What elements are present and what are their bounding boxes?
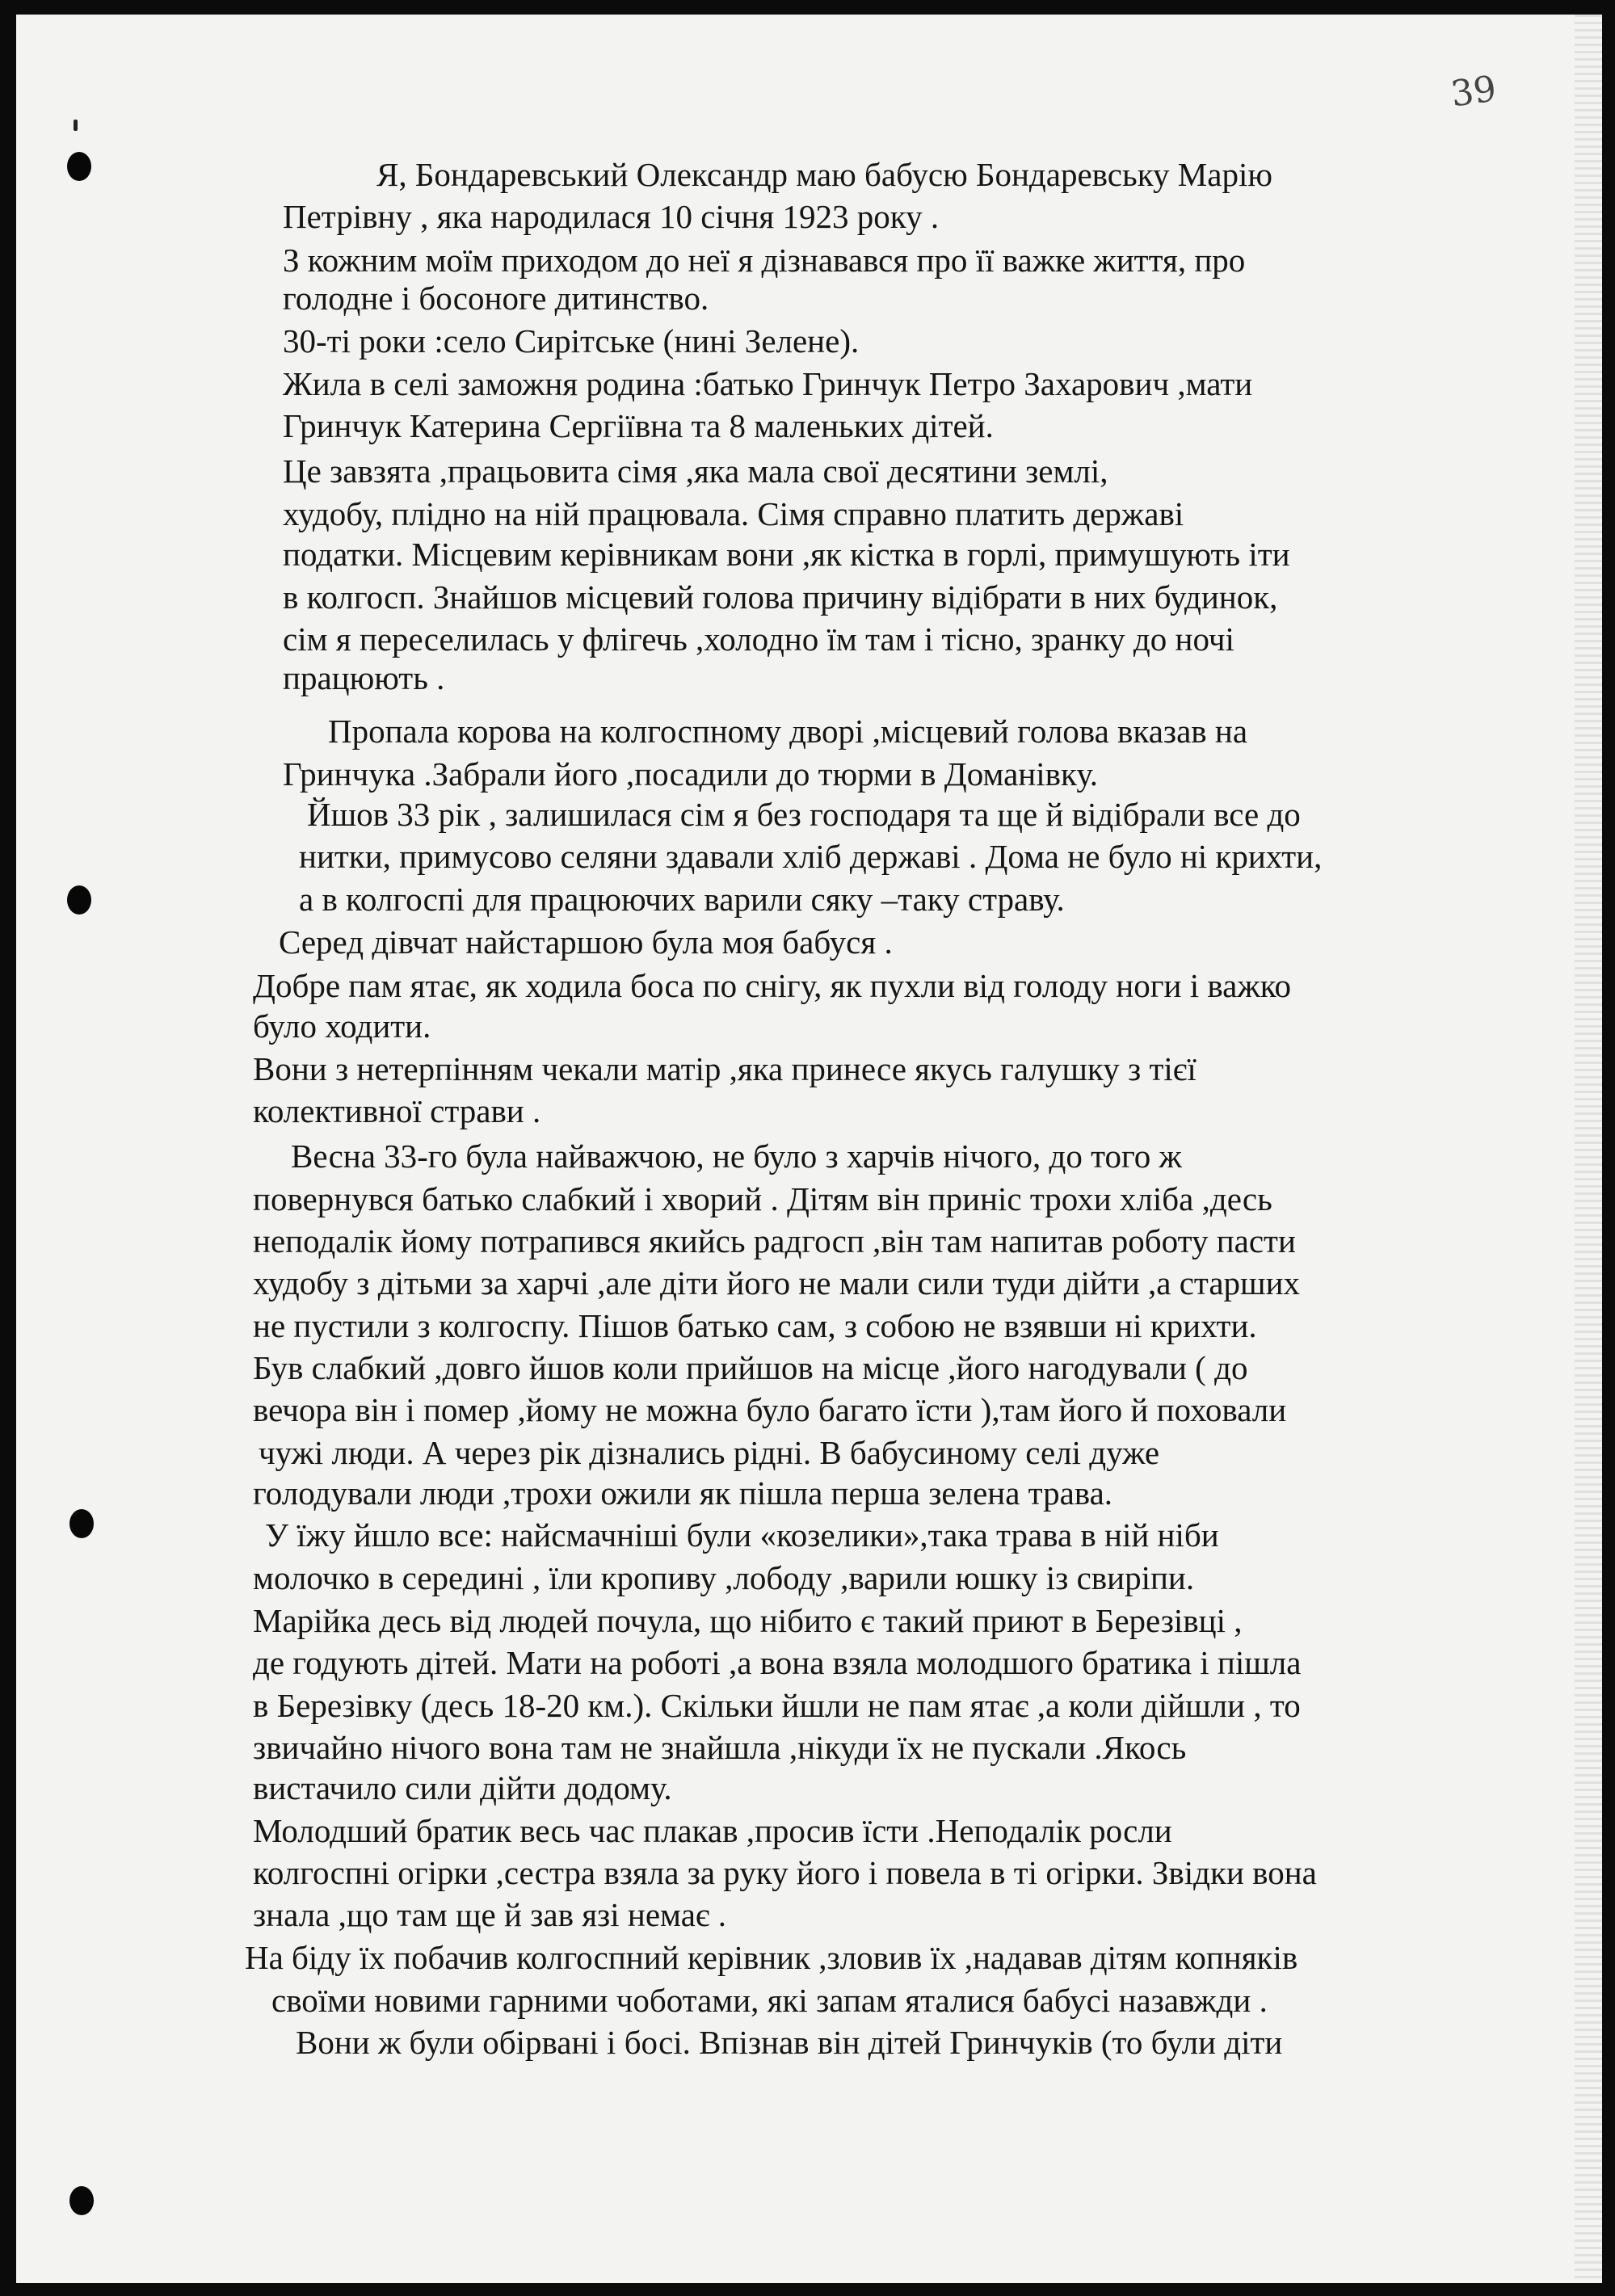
text-line: Йшов 33 рік , залишилася сім я без господаря та ще й відібрали все до <box>307 796 1301 833</box>
text-line: У їжу йшло все: найсмачніші були «козелики»,така трава в ній ніби <box>265 1516 1219 1554</box>
text-line: вистачило сили дійти додому. <box>253 1769 672 1806</box>
text-line: неподалік йому потрапився якийсь радгосп ,він там напитав роботу пасти <box>253 1222 1296 1259</box>
text-line: худобу з дітьми за харчі ,але діти його не мали сили туди дійти ,а старших <box>253 1264 1301 1301</box>
text-line: працюють . <box>283 659 445 696</box>
text-line: Молодший братик весь час плакав ,просив їсти .Неподалік росли <box>253 1812 1172 1849</box>
text-line: Я, Бондаревський Олександр маю бабусю Бондаревську Марію <box>376 156 1272 193</box>
text-line: звичайно нічого вона там не знайшла ,нікуди їх не пускали .Якось <box>253 1729 1187 1766</box>
page-number: 39 <box>1448 68 1499 116</box>
document-page <box>16 15 1602 2283</box>
text-line: колгоспні огірки ,сестра взяла за руку його і повела в ті огірки. Звідки вона <box>253 1854 1317 1891</box>
text-line: На біду їх побачив колгоспний керівник ,зловив їх ,надавав дітям копняків <box>245 1939 1298 1976</box>
text-line: вечора він і помер ,йому не можна було багато їсти ),там його й поховали <box>253 1391 1287 1428</box>
text-line: де годують дітей. Мати на роботі ,а вона взяла молодшого братика і пішла <box>253 1644 1302 1681</box>
text-line: чужі люди. А через рік дізнались рідні. В бабусиному селі дуже <box>259 1434 1160 1471</box>
text-line: Пропала корова на колгоспному дворі ,місцевий голова вказав на <box>328 713 1248 750</box>
letter-body <box>16 15 1602 2283</box>
text-line: а в колгоспі для працюючих варили сяку –таку страву. <box>299 881 1065 918</box>
text-line: Серед дівчат найстаршою була моя бабуся . <box>279 923 893 961</box>
text-line: Гринчука .Забрали його ,посадили до тюрми в Доманівку. <box>283 755 1098 793</box>
text-line: в колгосп. Знайшов місцевий голова причину відібрати в них будинок, <box>283 578 1278 616</box>
text-line: Вони ж були обірвані і босі. Впізнав він дітей Гринчуків (то були діти <box>296 2024 1283 2061</box>
text-line: З кожним моїм приходом до неї я дізнавався про її важке життя, про <box>283 242 1246 279</box>
text-line: сім я переселилась у флігечь ,холодно їм там і тісно, зранку до ночі <box>283 620 1234 658</box>
text-line: було ходити. <box>253 1007 431 1045</box>
text-line: Це завзята ,працьовита сімя ,яка мала свої десятини землі, <box>283 452 1108 490</box>
text-line: нитки, примусово селяни здавали хліб державі . Дома не було ні крихти, <box>299 838 1323 875</box>
text-line: знала ,що там ще й зав язі немає . <box>253 1896 726 1933</box>
text-line: своїми новими гарними чоботами, які запам яталися бабусі назавжди . <box>271 1982 1268 2019</box>
text-line: Жила в селі заможня родина :батько Гринчук Петро Захарович ,мати <box>283 365 1253 402</box>
text-line: Вони з нетерпінням чекали матір ,яка принесе якусь галушку з тієї <box>253 1050 1197 1087</box>
text-line: 30-ті роки :село Сирітське (нині Зелене). <box>283 322 860 360</box>
text-line: голодне і босоноге дитинство. <box>283 280 709 317</box>
text-line: голодували люди ,трохи ожили як пішла перша зелена трава. <box>253 1474 1113 1512</box>
text-line: Гринчук Катерина Сергіївна та 8 маленьких дітей. <box>283 407 994 444</box>
text-line: молочко в середині , їли кропиву ,лободу ,варили юшку із свиріпи. <box>253 1559 1195 1596</box>
text-line: колективної страви . <box>253 1092 541 1129</box>
text-line: Був слабкий ,довго йшов коли прийшов на місце ,його нагодували ( до <box>253 1349 1248 1386</box>
text-line: податки. Місцевим керівникам вони ,як кістка в горлі, примушують іти <box>283 536 1290 573</box>
text-line: в Березівку (десь 18-20 км.). Скільки йшли не пам ятає ,а коли дійшли , то <box>253 1687 1301 1724</box>
text-line: повернувся батько слабкий і хворий . Дітям він приніс трохи хліба ,десь <box>253 1180 1272 1217</box>
text-line: не пустили з колгоспу. Пішов батько сам, з собою не взявши ні крихти. <box>253 1307 1257 1344</box>
text-line: Весна 33-го була найважчою, не було з харчів нічого, до того ж <box>291 1137 1182 1175</box>
text-line: Петрівну , яка народилася 10 січня 1923 року . <box>283 198 940 235</box>
text-line: Добре пам ятає, як ходила боса по снігу, як пухли від голоду ноги і важко <box>253 967 1292 1004</box>
text-line: Марійка десь від людей почула, що нібито є такий приют в Березівці , <box>253 1602 1243 1639</box>
text-line: худобу, плідно на ній працювала. Сімя справно платить державі <box>283 495 1184 532</box>
